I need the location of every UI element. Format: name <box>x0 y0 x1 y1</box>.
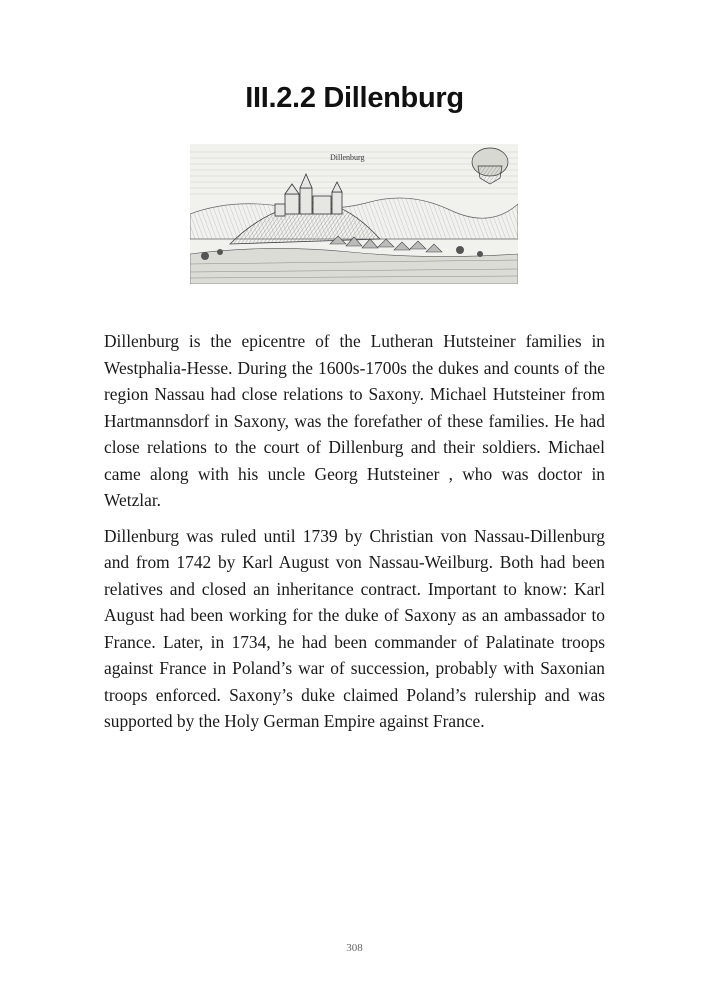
paragraph-1: Dillenburg is the epicentre of the Lutheran Hutsteiner families in Westphalia-Hesse. During the 1600s-1700s the dukes and counts of the region Nassau had close relations to Saxony. Michael Hutsteiner from Hartmannsdorf in Saxony, was the forefather of these families. He had close relations to the court of Dillenburg and their soldiers. Michael came along with his uncle Georg Hutsteiner , who was doctor in Wetzlar. <box>104 331 605 510</box>
engraving-image <box>190 144 518 284</box>
page-number: 308 <box>346 942 363 954</box>
paragraph-2: Dillenburg was ruled until 1739 by Christian von Nassau-Dillenburg and from 1742 by Karl August von Nassau-Weilburg. Both had been relatives and closed an inheritance contract. Important to know: Karl August had been working for the duke of Saxony as an ambassador to France. Later, in 1734, he had been commander of Palatinate troops against France in Poland’s war of succession, probably with Saxonian troops enforced. Saxony’s duke claimed Poland’s rulership and was supported by the Holy German Empire against France. <box>104 525 605 731</box>
engraving-drawing <box>190 144 518 284</box>
page-title: III.2.2 Dillenburg <box>245 82 464 114</box>
engraving-caption: Dillenburg <box>330 153 365 162</box>
body-text <box>104 328 605 744</box>
